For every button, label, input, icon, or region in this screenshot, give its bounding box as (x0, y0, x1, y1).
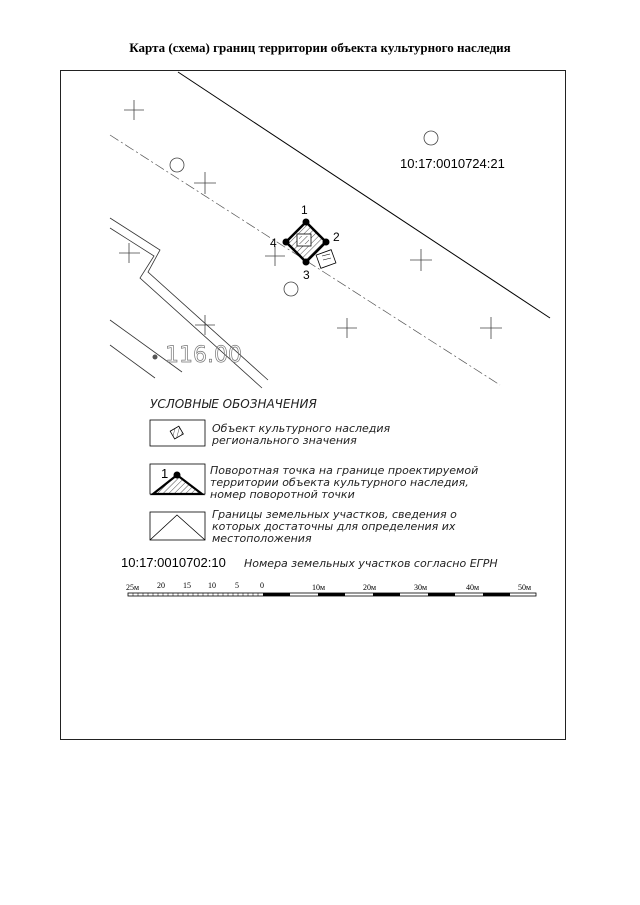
scale-label: 15 (183, 581, 191, 590)
elevation-dot (153, 355, 158, 360)
scale-label: 25м (126, 583, 140, 592)
legend-text: местоположения (212, 532, 312, 545)
legend-text: регионального значения (212, 434, 357, 447)
scale-label: 10м (312, 583, 326, 592)
legend-text: номер поворотной точки (210, 488, 355, 501)
scale-label: 20м (363, 583, 377, 592)
legend-text: территории объекта культурного наследия, (210, 476, 469, 489)
scale-label: 50м (518, 583, 532, 592)
scale-label: 20 (157, 581, 165, 590)
turning-point-label-1: 1 (301, 203, 308, 217)
parcel-boundary-line (178, 72, 550, 318)
tree-symbol (170, 158, 184, 172)
turning-point-label-2: 2 (333, 230, 340, 244)
scale-label: 10 (208, 581, 216, 590)
page-title: Карта (схема) границ территории объекта культурного наследия (129, 40, 511, 55)
turning-point-dot (174, 472, 181, 479)
scale-label: 5 (235, 581, 239, 590)
turning-point-1 (303, 219, 310, 226)
scale-label: 40м (466, 583, 480, 592)
elevation-label: 116.00 (165, 343, 242, 368)
turning-point-label-3: 3 (303, 268, 310, 282)
scale-bar (128, 593, 536, 596)
parcel-number-label: 10:17:0010724:21 (400, 156, 505, 171)
turning-point-2 (323, 239, 330, 246)
legend-text: Объект культурного наследия (212, 422, 391, 435)
tree-symbol (424, 131, 438, 145)
contour-line (110, 345, 155, 378)
legend-text: Поворотная точка на границе проектируемой (210, 464, 479, 477)
tree-symbol (284, 282, 298, 296)
egrn-number: 10:17:0010702:10 (121, 555, 226, 570)
grid-cross (119, 100, 502, 339)
scale-label: 0 (260, 581, 264, 590)
scale-label: 30м (414, 583, 428, 592)
legend-swatch-parcel (150, 512, 205, 540)
legend-text: Границы земельных участков, сведения о (212, 508, 457, 521)
egrn-description: Номера земельных участков согласно ЕГРН (244, 557, 498, 570)
heritage-object (286, 222, 336, 268)
legend-turning-point-number: 1 (161, 466, 169, 481)
turning-point-label-4: 4 (270, 236, 277, 250)
turning-point-3 (303, 259, 310, 266)
legend-text: которых достаточны для определения их (212, 520, 456, 533)
legend-heading: УСЛОВНЫЕ ОБОЗНАЧЕНИЯ (150, 397, 317, 411)
turning-point-4 (283, 239, 290, 246)
